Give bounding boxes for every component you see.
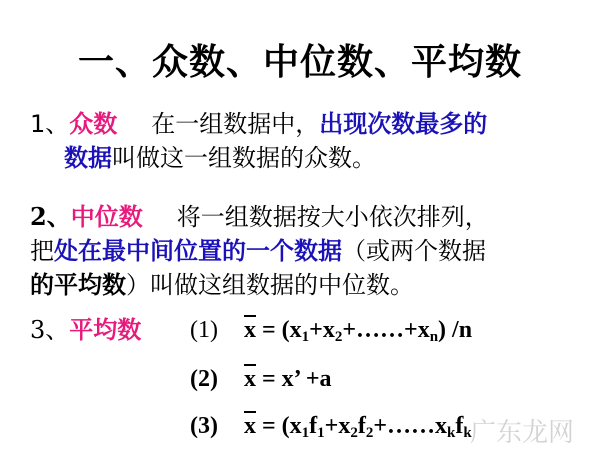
median-lead: 把	[30, 237, 54, 265]
x-bar-symbol: $\overline{x}$	[243, 366, 256, 392]
median-line3a: 的平均数	[30, 270, 126, 299]
mode-definition	[30, 107, 487, 141]
mean-formula-1: (1) $\overline{x}$ = $(x_1+x_2+\dots\dots+x_n)$ /n	[190, 317, 473, 345]
median-definition-line2	[30, 234, 486, 268]
watermark: 广东龙网	[470, 418, 575, 448]
median-line3b: ）叫做这组数据的中位数。	[126, 271, 414, 299]
mean-heading	[30, 313, 141, 347]
median-definition-line3	[30, 268, 414, 302]
median-line1: 将一组数据按大小依次排列，	[176, 203, 489, 231]
x-bar-symbol: $\overline{x}$	[243, 317, 256, 343]
mean-term: 平均数	[69, 315, 142, 344]
formula-1-label: (1)	[190, 317, 218, 343]
median-definition	[30, 200, 489, 234]
mode-number: 1、	[30, 110, 70, 138]
mean-number: 3、	[30, 316, 70, 344]
formula-2-label: (2)	[190, 366, 218, 392]
x-bar-symbol: $\overline{x}$	[243, 413, 256, 439]
median-term: 中位数	[70, 202, 143, 231]
median-highlight: 处在最中间位置的一个数据	[54, 236, 342, 265]
formula-3-label: (3)	[190, 413, 218, 439]
median-number: 2、	[30, 202, 71, 231]
mode-definition-line2	[64, 141, 376, 175]
page-title: 一、众数、中位数、平均数	[77, 41, 522, 83]
mode-rest: 叫做这一组数据的众数。	[112, 144, 376, 172]
mode-term: 众数	[69, 109, 118, 138]
mode-intro: 在一组数据中，	[151, 110, 320, 138]
mean-formula-3: (3) $\overline{x}$ = ($x_1f_1+x_2f_2+\dots\dots x_kf_k$	[190, 413, 472, 441]
mode-highlight-b: 数据	[64, 143, 112, 172]
mean-formula-2: (2) $\overline{x} = x$’ +a	[190, 366, 332, 392]
median-tail: （或两个数据	[342, 237, 486, 265]
mode-highlight-a: 出现次数最多的	[319, 109, 488, 138]
